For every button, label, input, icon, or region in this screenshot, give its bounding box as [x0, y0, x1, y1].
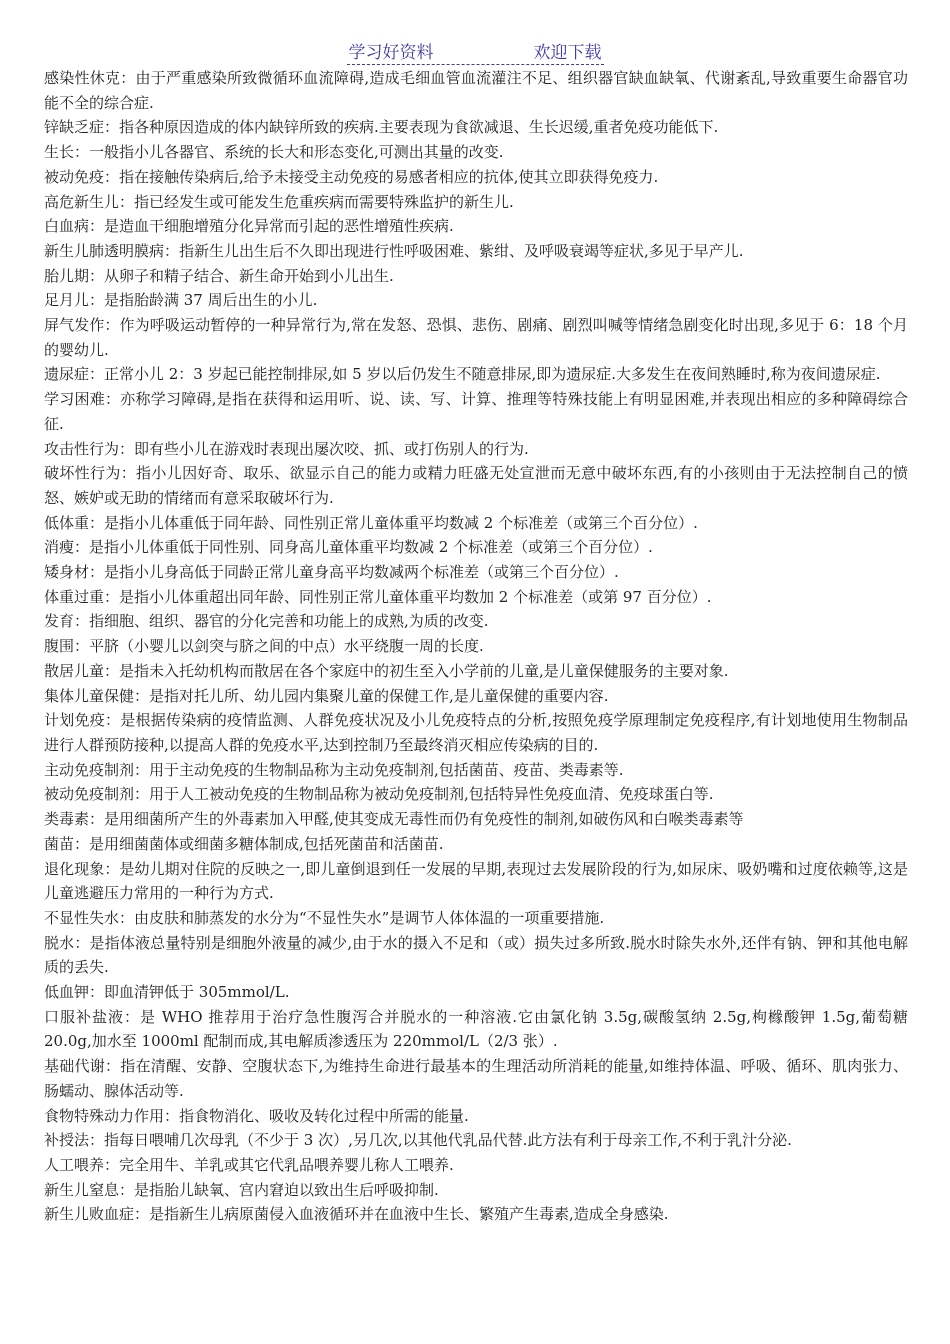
glossary-entry: 攻击性行为：即有些小儿在游戏时表现出屡次咬、抓、或打伤别人的行为.: [44, 439, 529, 458]
page-header: [0, 38, 950, 65]
glossary-entry: 新生儿肺透明膜病：指新生儿出生后不久即出现进行性呼吸困难、紫绀、及呼吸衰竭等症状,多见于早产儿.: [44, 241, 744, 260]
glossary-entry: 被动免疫制剂：用于人工被动免疫的生物制品称为被动免疫制剂,包括特异性免疫血清、免疫球蛋白等.: [44, 785, 714, 804]
glossary-entry: 低体重：是指小儿体重低于同年龄、同性别正常儿童体重平均数减 2 个标准差（或第三个百分位）.: [44, 513, 698, 532]
glossary-entry: 足月儿：是指胎龄满 37 周后出生的小儿.: [44, 291, 318, 310]
glossary-entry: 补授法：指每日喂哺几次母乳（不少于 3 次）,另几次,以其他代乳品代替.此方法有利于母亲工作,不利于乳汁分泌.: [44, 1131, 792, 1150]
glossary-entry: 新生儿窒息：是指胎儿缺氧、宫内窘迫以致出生后呼吸抑制.: [44, 1180, 439, 1199]
glossary-entry: 生长：一般指小儿各器官、系统的长大和形态变化,可测出其量的改变.: [44, 143, 504, 162]
glossary-entry: 屏气发作：作为呼吸运动暂停的一种异常行为,常在发怒、恐惧、悲伤、剧痛、剧烈叫喊等情绪急剧变化时出现,多见于 6：18 个月的婴幼儿.: [44, 316, 908, 359]
header-banner: [347, 38, 604, 65]
glossary-entry: 腹围：平脐（小婴儿以剑突与脐之间的中点）水平绕腹一周的长度.: [44, 637, 484, 656]
glossary-entry: 高危新生儿：指已经发生或可能发生危重疾病而需要特殊监护的新生儿.: [44, 192, 514, 211]
glossary-entry: 主动免疫制剂：用于主动免疫的生物制品称为主动免疫制剂,包括菌苗、疫苗、类毒素等.: [44, 760, 624, 779]
glossary-entry: 感染性休克：由于严重感染所致微循环血流障碍,造成毛细血管血流灌注不足、组织器官缺血缺氧、代谢紊乱,导致重要生命器官功能不全的综合症.: [44, 69, 908, 112]
glossary-entry: 散居儿童：是指未入托幼机构而散居在各个家庭中的初生至入小学前的儿童,是儿童保健服务的主要对象.: [44, 661, 729, 680]
glossary-entry: 消瘦：是指小儿体重低于同性别、同身高儿童体重平均数减 2 个标准差（或第三个百分位）.: [44, 538, 653, 557]
glossary-entry: 菌苗：是用细菌菌体或细菌多糖体制成,包括死菌苗和活菌苗.: [44, 834, 444, 853]
glossary-entry: 遗尿症：正常小儿 2：3 岁起已能控制排尿,如 5 岁以后仍发生不随意排尿,即为遗尿症.大多发生在夜间熟睡时,称为夜间遗尿症.: [44, 365, 881, 384]
glossary-entry: 人工喂养：完全用牛、羊乳或其它代乳品喂养婴儿称人工喂养.: [44, 1155, 454, 1174]
glossary-entry: 白血病：是造血干细胞增殖分化异常而引起的恶性增殖性疾病.: [44, 217, 454, 236]
glossary-entry: 体重过重：是指小儿体重超出同年龄、同性别正常儿童体重平均数加 2 个标准差（或第 97 百分位）.: [44, 587, 712, 606]
glossary-entry: 胎儿期：从卵子和精子结合、新生命开始到小儿出生.: [44, 266, 394, 285]
header-right-text: 欢迎下载: [533, 43, 602, 63]
glossary-entry: 口服补盐液：是 WHO 推荐用于治疗急性腹泻合并脱水的一种溶液.它由氯化钠 3.5g,碳酸氢纳 2.5g,枸橼酸钾 1.5g,葡萄糖 20.0g,加水至 1000ml 配制而成,其电解质渗透压为 220mmol/L（2/3 张）.: [44, 1007, 908, 1051]
glossary-entry: 基础代谢：指在清醒、安静、空腹状态下,为维持生命进行最基本的生理活动所消耗的能量,如维持体温、呼吸、循环、肌肉张力、肠蠕动、腺体活动等.: [44, 1057, 908, 1100]
glossary-entry: 类毒素：是用细菌所产生的外毒素加入甲醛,使其变成无毒性而仍有免疫性的制剂,如破伤风和白喉类毒素等: [44, 810, 744, 829]
glossary-entry: 学习困难：亦称学习障碍,是指在获得和运用听、说、读、写、计算、推理等特殊技能上有明显困难,并表现出相应的多种障碍综合征.: [44, 390, 908, 433]
header-left-text: 学习好资料: [348, 43, 434, 63]
glossary-entry: 脱水：是指体液总量特别是细胞外液量的减少,由于水的摄入不足和（或）损失过多所致.脱水时除失水外,还伴有钠、钾和其他电解质的丢失.: [44, 933, 908, 977]
glossary-entry: 被动免疫：指在接触传染病后,给予未接受主动免疫的易感者相应的抗体,使其立即获得免疫力.: [44, 167, 659, 186]
glossary-entry: 发育：指细胞、组织、器官的分化完善和功能上的成熟,为质的改变.: [44, 612, 489, 631]
glossary-entry: 矮身材：是指小儿身高低于同龄正常儿童身高平均数减两个标准差（或第三个百分位）.: [44, 563, 619, 582]
glossary-entry: 新生儿败血症：是指新生儿病原菌侵入血液循环并在血液中生长、繁殖产生毒素,造成全身感染.: [44, 1205, 669, 1224]
glossary-entry: 低血钾：即血清钾低于 305mmol/L.: [44, 983, 290, 1002]
glossary-entry: 破坏性行为：指小儿因好奇、取乐、欲显示自己的能力或精力旺盛无处宣泄而无意中破坏东西,有的小孩则由于无法控制自己的愤怒、嫉妒或无助的情绪而有意采取破坏行为.: [44, 464, 908, 507]
glossary-entry: 计划免疫：是根据传染病的疫情监测、人群免疫状况及小儿免疫特点的分析,按照免疫学原理制定免疫程序,有计划地使用生物制品进行人群预防接种,以提高人群的免疫水平,达到控制乃至最终消灭相应传染病的目的.: [44, 711, 908, 754]
glossary-entry: 锌缺乏症：指各种原因造成的体内缺锌所致的疾病.主要表现为食欲减退、生长迟缓,重者免疫功能低下.: [44, 118, 719, 137]
glossary-entry: 集体儿童保健：是指对托儿所、幼儿园内集聚儿童的保健工作,是儿童保健的重要内容.: [44, 686, 609, 705]
glossary-content: [44, 66, 908, 1227]
glossary-entry: 食物特殊动力作用：指食物消化、吸收及转化过程中所需的能量.: [44, 1106, 469, 1125]
glossary-entry: 退化现象：是幼儿期对住院的反映之一,即儿童倒退到任一发展的早期,表现过去发展阶段的行为,如尿床、吸奶嘴和过度依赖等,这是儿童逃避压力常用的一种行为方式.: [44, 859, 908, 903]
glossary-entry: 不显性失水：由皮肤和肺蒸发的水分为“不显性失水”是调节人体体温的一项重要措施.: [44, 908, 605, 927]
